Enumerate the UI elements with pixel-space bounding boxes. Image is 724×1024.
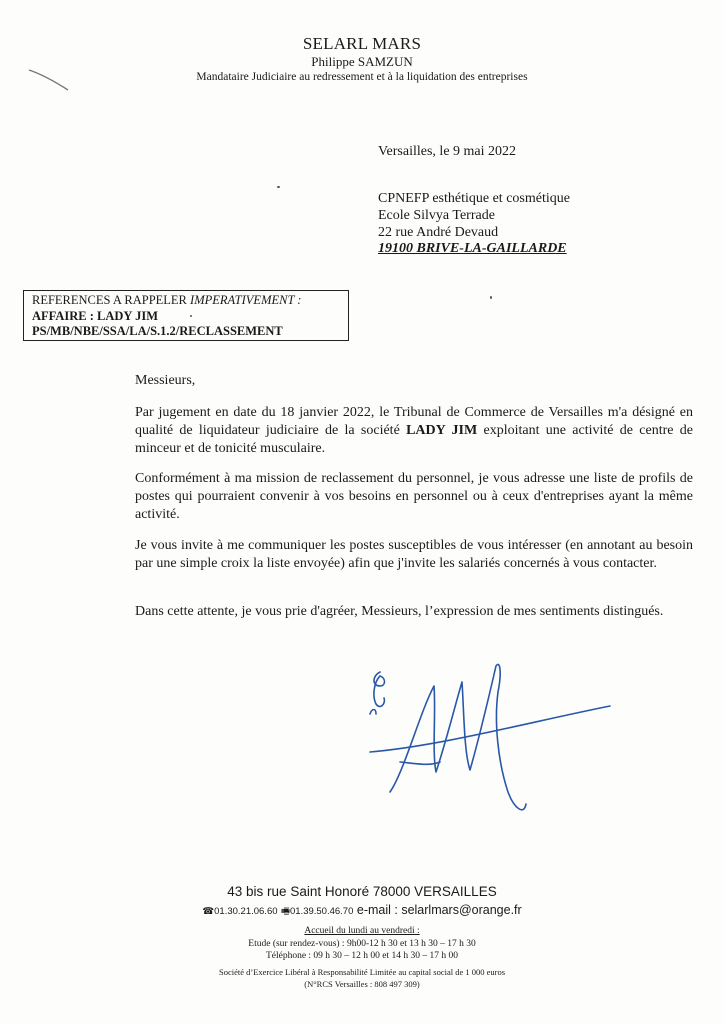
references-intro: REFERENCES A RAPPELER IMPERATIVEMENT : — [32, 293, 302, 307]
footer-address: 43 bis rue Saint Honoré 78000 VERSAILLES — [227, 884, 497, 899]
footer-contact — [0, 903, 724, 920]
references-box — [23, 290, 349, 341]
scan-speck — [490, 296, 492, 299]
references-emphasis: IMPERATIVEMENT : — [190, 293, 302, 307]
fax-icon: 🖷 — [281, 906, 290, 917]
footer-fax: 01.39.50.46.70 — [289, 906, 354, 917]
footer-hours-title: Accueil du lundi au vendredi : — [304, 926, 420, 936]
footer-hours-etude: Etude (sur rendez-vous) : 9h00-12 h 30 et 13 h 30 – 17 h 30 — [248, 939, 476, 949]
footer-rcs: (N°RCS Versailles : 808 497 309) — [304, 979, 420, 989]
footer-legal: Société d’Exercice Libéral à Responsabilité Limitée au capital social de 1 000 euros — [218, 967, 506, 977]
salutation: Messieurs, — [135, 373, 196, 388]
recipient-line-3: 22 rue André Devaud — [378, 225, 499, 240]
paragraph-2: Conformément à ma mission de reclassement du personnel, je vous adresse une liste de profils de postes qui pourraient convenir à vos besoins en personnel ou à ceux d'entreprises ayant la même activité. — [135, 471, 693, 522]
person-name: Philippe SAMZUN — [311, 54, 413, 69]
references-affaire: AFFAIRE : LADY JIM — [32, 308, 159, 323]
phone-icon: ☎ — [202, 906, 215, 917]
company-name: SELARL MARS — [302, 34, 422, 53]
recipient-line-2: Ecole Silvya Terrade — [378, 208, 495, 223]
scan-mark — [26, 64, 72, 92]
paragraph-3: Je vous invite à me communiquer les postes susceptibles de vous intéresser (en annotant au besoin par une simple croix la liste envoyée) afin que j'invite les salariés concernés à vous contacter. — [135, 538, 693, 571]
company-highlight: LADY JIM — [406, 423, 478, 438]
signature — [360, 652, 630, 822]
scan-speck — [277, 186, 280, 188]
footer-phone: 01.30.21.06.60 — [214, 906, 278, 917]
footer-hours-telephone: Téléphone : 09 h 30 – 12 h 00 et 14 h 30 – 17 h 00 — [265, 951, 459, 961]
paragraph-4: Dans cette attente, je vous prie d'agréer, Messieurs, l’expression de mes sentiments distingués. — [135, 604, 664, 619]
recipient-city: 19100 BRIVE-LA-GAILLARDE — [378, 241, 567, 256]
letter-date: Versailles, le 9 mai 2022 — [378, 144, 517, 159]
company-tagline: Mandataire Judiciaire au redressement et à la liquidation des entreprises — [196, 71, 528, 83]
footer-email: e-mail : selarlmars@orange.fr — [356, 903, 522, 917]
recipient-line-1: CPNEFP esthétique et cosmétique — [378, 191, 570, 206]
paragraph-1: Par jugement en date du 18 janvier 2022, le Tribunal de Commerce de Versailles m'a désigné en qualité de liquidateur judiciaire de la société LADY JIM exploitant une activité de centre de minceur et de tonicité musculaire. — [135, 405, 693, 456]
references-code: PS/MB/NBE/SSA/LA/S.1.2/RECLASSEMENT — [32, 324, 283, 338]
